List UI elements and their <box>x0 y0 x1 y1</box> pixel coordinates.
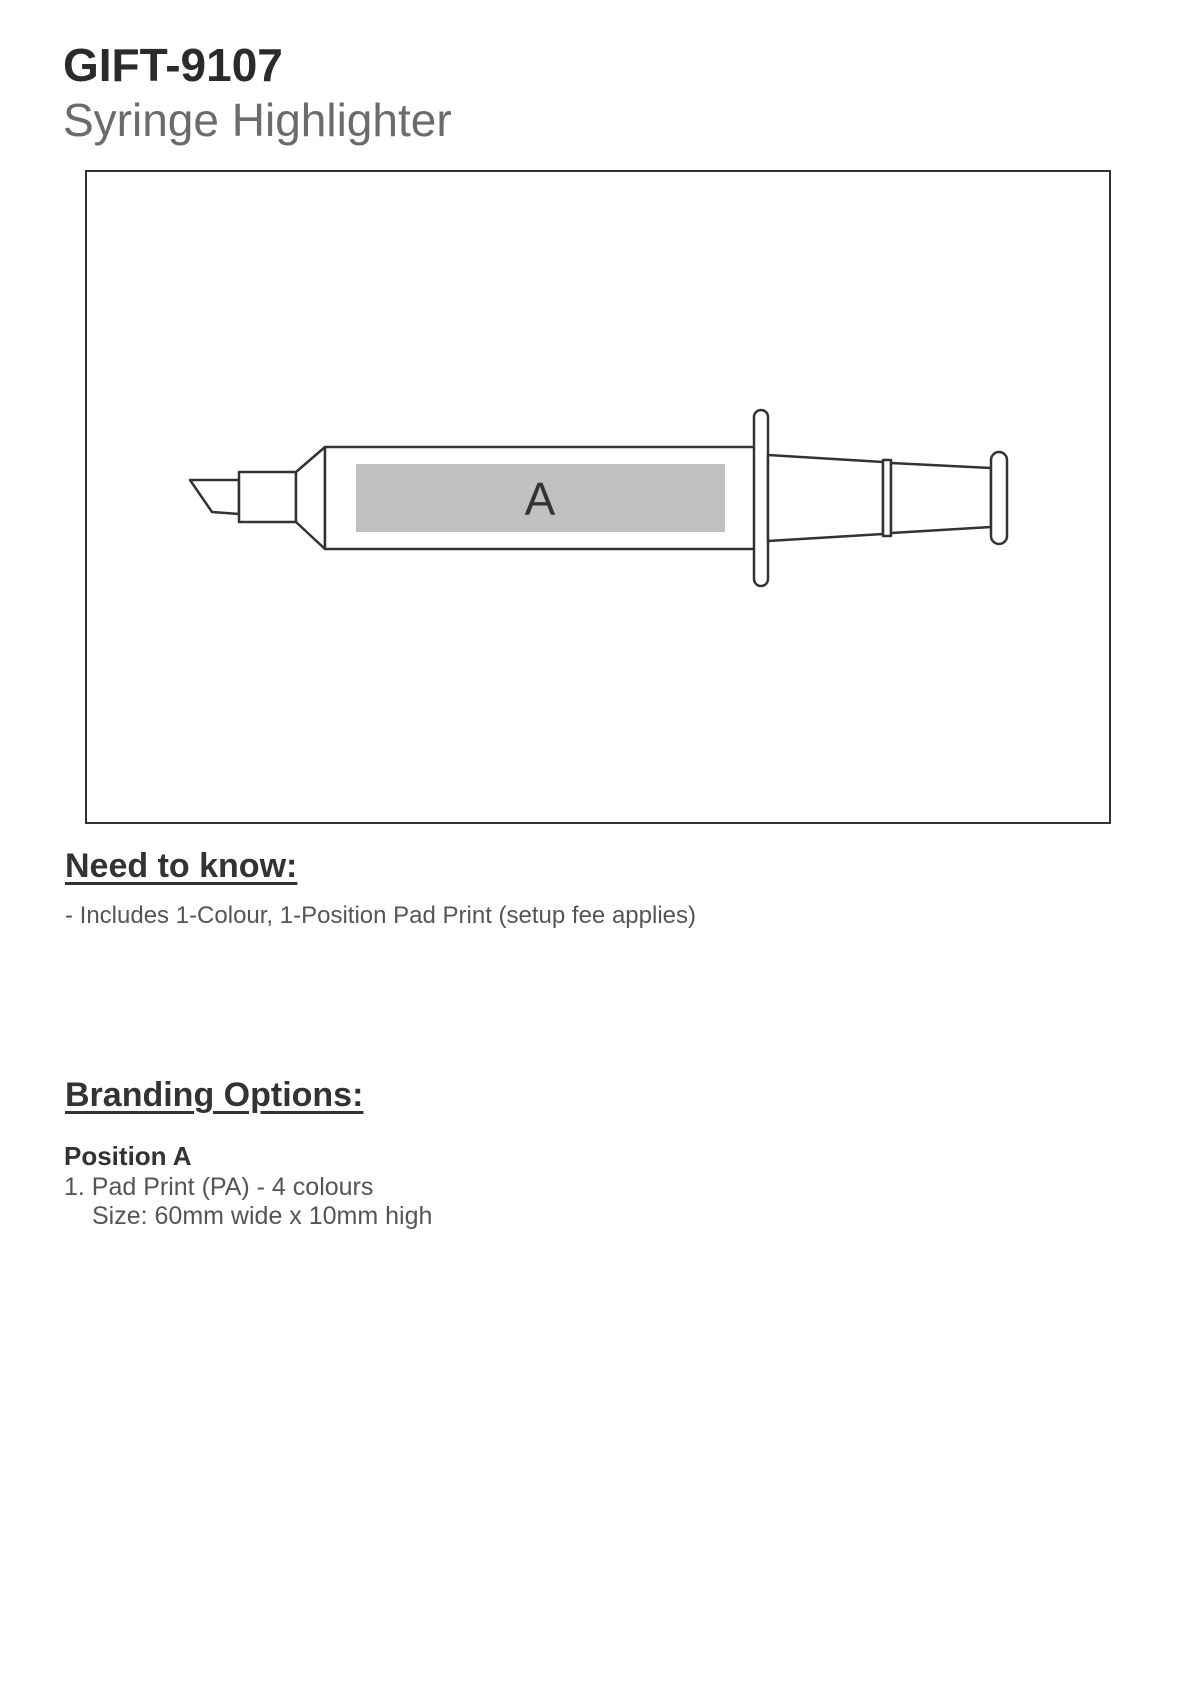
tip-collar <box>239 472 296 522</box>
branding-option-size: Size: 60mm wide x 10mm high <box>92 1202 433 1230</box>
plunger-thumb-cap <box>991 452 1007 544</box>
barrel-neck <box>296 447 325 549</box>
plunger-rod-end <box>891 463 991 533</box>
print-area-label: A <box>524 473 556 525</box>
product-illustration <box>85 170 1111 824</box>
need-to-know-heading: Need to know: <box>65 847 298 885</box>
branding-option-method: 1. Pad Print (PA) - 4 colours <box>64 1173 374 1201</box>
syringe-highlighter-drawing <box>190 410 1007 586</box>
finger-flange <box>754 410 768 586</box>
branding-options-heading: Branding Options: <box>65 1076 364 1114</box>
highlighter-tip <box>190 480 239 514</box>
position-title: Position A <box>64 1141 192 1171</box>
product-code: GIFT-9107 <box>63 39 283 91</box>
need-to-know-item: - Includes 1-Colour, 1-Position Pad Print (setup fee applies) <box>65 902 696 929</box>
product-name: Syringe Highlighter <box>63 94 452 146</box>
plunger-rod <box>768 455 883 541</box>
